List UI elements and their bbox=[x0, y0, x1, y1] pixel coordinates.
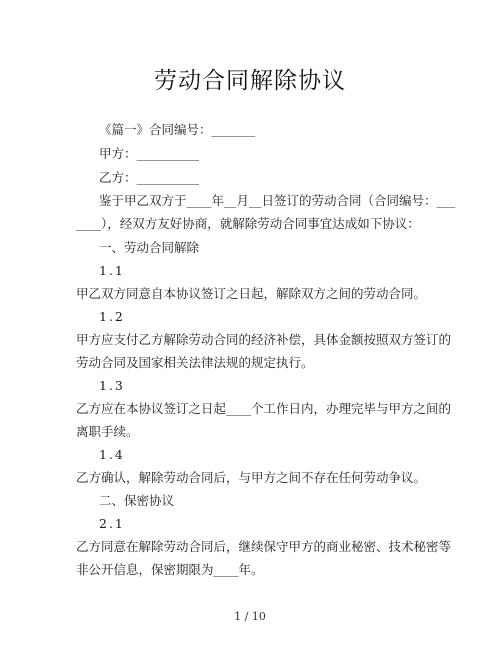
clause-text-1-3-line-1: 乙方应在本协议签订之日起____个工作日内，办理完毕与甲方之间的 bbox=[76, 401, 452, 416]
document-title: 劳动合同解除协议 bbox=[154, 68, 346, 94]
clause-number-1-1: 1.1 bbox=[99, 263, 125, 278]
preamble-line-1: 鉴于甲乙双方于____年__月__日签订的劳动合同（合同编号：___ bbox=[99, 193, 456, 208]
clause-number-2-1: 2.1 bbox=[99, 516, 125, 531]
clause-number-1-3: 1.3 bbox=[99, 378, 125, 393]
party-b-line: 乙方：__________ bbox=[99, 170, 200, 185]
clause-number-1-4: 1.4 bbox=[99, 447, 125, 462]
contract-number-line: 《篇一》合同编号：_______ bbox=[99, 122, 256, 137]
clause-text-1-2-line-2: 劳动合同及国家相关法律法规的规定执行。 bbox=[76, 355, 314, 370]
clause-number-1-2: 1.2 bbox=[99, 309, 125, 324]
clause-text-1-3-line-2: 离职手续。 bbox=[76, 424, 139, 439]
clause-text-2-1-line-2: 非公开信息，保密期限为____年。 bbox=[76, 562, 264, 577]
page-indicator: 1 / 10 bbox=[234, 610, 266, 623]
clause-text-1-2-line-1: 甲方应支付乙方解除劳动合同的经济补偿，具体金额按照双方签订的 bbox=[76, 332, 452, 347]
clause-text-1-1: 甲乙双方同意自本协议签订之日起，解除双方之间的劳动合同。 bbox=[76, 286, 427, 301]
party-a-line: 甲方：__________ bbox=[99, 146, 200, 161]
preamble-line-2: ____），经双方友好协商，就解除劳动合同事宜达成如下协议： bbox=[76, 216, 420, 231]
section-heading-2: 二、保密协议 bbox=[99, 493, 175, 508]
section-heading-1: 一、劳动合同解除 bbox=[99, 240, 200, 255]
clause-text-1-4: 乙方确认，解除劳动合同后，与甲方之间不存在任何劳动争议。 bbox=[76, 470, 427, 485]
clause-text-2-1-line-1: 乙方同意在解除劳动合同后，继续保守甲方的商业秘密、技术秘密等 bbox=[76, 539, 452, 554]
